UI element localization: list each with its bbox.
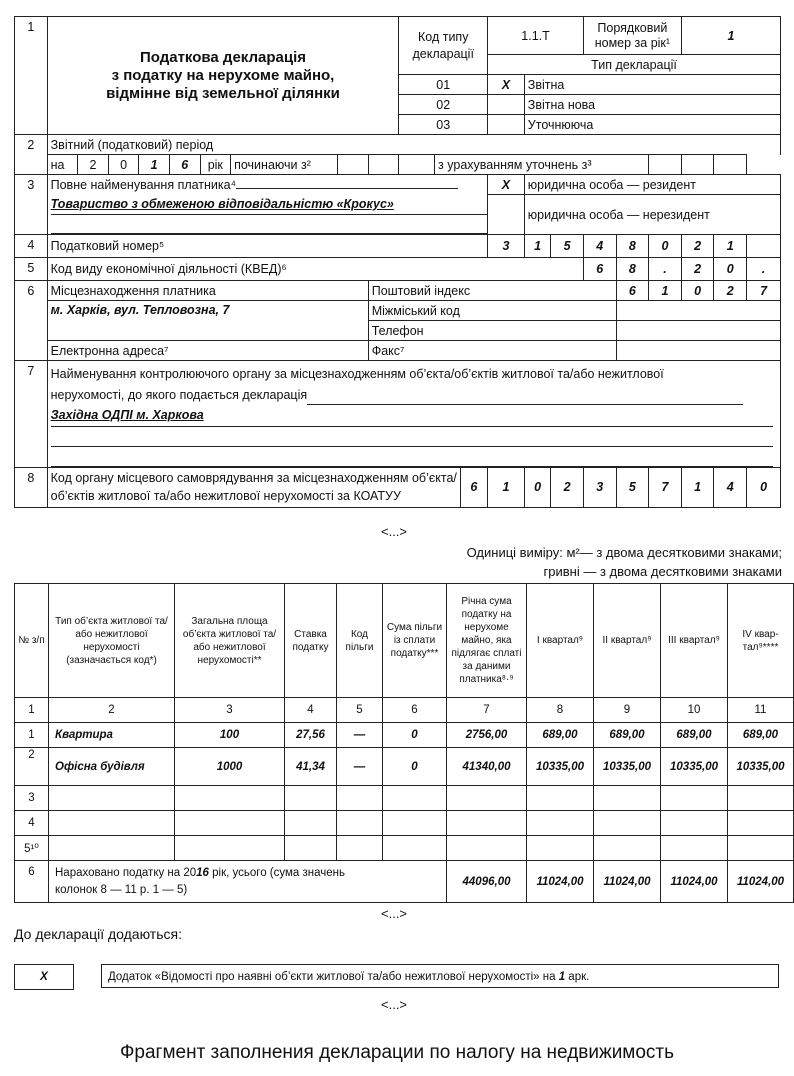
benefit-code[interactable]: — [337,723,383,748]
year-digit[interactable]: 0 [108,155,139,175]
tax-digit[interactable]: 3 [488,235,525,258]
postal-label: Поштовий індекс [368,281,616,301]
type-mark-03[interactable] [488,115,525,135]
intercity-label: Міжміський код [368,301,616,321]
col-number: 1 [15,698,49,723]
nonresident-label: юридична особа — нерезидент [524,195,780,235]
location-label: Місцезнаходження платника [47,281,368,301]
declaration-header-table [14,16,781,508]
period-on: на [47,155,78,175]
object-type[interactable]: Квартира [49,723,175,748]
title-line2: з податку на нерухоме майно, [111,66,335,84]
col-number: 10 [661,698,728,723]
benefit-sum[interactable]: 0 [383,748,447,786]
q1[interactable]: 689,00 [527,723,594,748]
type-code-01: 01 [399,75,488,95]
year-digit[interactable]: 1 [139,155,170,175]
row-no: 5¹⁰ [15,836,49,861]
q2[interactable]: 10335,00 [594,748,661,786]
row-no: 1 [15,723,49,748]
year-digit[interactable]: 6 [169,155,200,175]
total-annual[interactable]: 44096,00 [447,861,527,903]
resident-label: юридична особа — резидент [524,175,780,195]
authority-value[interactable]: Західна ОДПІ м. Харкова [51,405,773,427]
declaration-title [47,17,399,135]
fax-label: Факс⁷ [368,341,616,361]
col-header: Загальна площа об’єкта житлової та/або нежитлової нерухомості** [175,584,285,698]
email-label: Електронна адреса⁷ [47,341,368,361]
tax-digit[interactable]: 5 [551,235,584,258]
total-q1[interactable]: 11024,00 [527,861,594,903]
total-q2[interactable]: 11024,00 [594,861,661,903]
ellipsis-1: <...> [381,524,408,539]
col-header: ІІІ квартал⁹ [661,584,728,698]
ellipsis-2: <...> [381,906,408,921]
type-label-03: Уточнююча [524,115,780,135]
annual-sum[interactable]: 41340,00 [447,748,527,786]
col-number: 11 [728,698,794,723]
tax-digit[interactable]: 0 [649,235,682,258]
attachments-title: До декларації додаються: [14,926,182,942]
area[interactable]: 100 [175,723,285,748]
start-box[interactable] [338,155,369,175]
table-row [15,723,794,748]
payer-name-label: Повне найменування платника⁴ [50,178,236,192]
tax-digit[interactable] [747,235,781,258]
col-number: 4 [285,698,337,723]
koatuu-digit[interactable]: 1 [681,467,714,507]
type-label-02: Звітна нова [524,95,780,115]
postal-digit[interactable]: 2 [714,281,747,301]
location-address[interactable]: м. Харків, вул. Тепловозна, 7 [47,301,368,341]
col-header: IV квар- тал⁹**** [728,584,794,698]
attachment-text: Додаток «Відомості про наявні об’єкти житлової та/або нежитлової нерухомості» на 1 арк. [101,964,779,988]
total-label: Нараховано податку на 2016 рік, усього (сума значень колонок 8 — 11 р. 1 — 5) [49,861,447,903]
benefit-sum[interactable]: 0 [383,723,447,748]
type-code-02: 02 [399,95,488,115]
payer-name-value[interactable]: Товариство з обмеженою відповідальністю «Крокус» [51,195,487,215]
total-q4[interactable]: 11024,00 [728,861,794,903]
row-number: 6 [15,281,48,361]
table-row [15,811,794,836]
postal-digit[interactable]: 7 [747,281,781,301]
tax-digit[interactable]: 1 [714,235,747,258]
attachment-mark[interactable]: Х [14,964,74,990]
koatuu-digit[interactable]: 7 [649,467,682,507]
koatuu-digit[interactable]: 1 [488,467,525,507]
kved-digit[interactable]: 2 [681,258,714,281]
koatuu-digit[interactable]: 0 [747,467,781,507]
table-row [15,786,794,811]
seq-number-value[interactable]: 1 [681,17,780,55]
nonresident-mark[interactable] [488,195,525,235]
intercity-value[interactable] [616,301,780,321]
col-header: Ставка податку [285,584,337,698]
q2[interactable]: 689,00 [594,723,661,748]
table-row [15,748,794,786]
rate[interactable]: 41,34 [285,748,337,786]
object-type[interactable]: Офісна будівля [49,748,175,786]
type-mark-02[interactable] [488,95,525,115]
kved-digit[interactable]: 6 [583,258,616,281]
fax-value[interactable] [616,341,780,361]
title-line3: відмінне від земельної ділянки [106,84,340,102]
col-number: 3 [175,698,285,723]
kved-digit[interactable]: 8 [616,258,649,281]
q4[interactable]: 689,00 [728,723,794,748]
q3[interactable]: 10335,00 [661,748,728,786]
postal-digit[interactable]: 6 [616,281,649,301]
authority-label-line1: Найменування контролюючого органу за місцезнаходженням об’єкта/об’єктів житлової та/або нежитлової [50,367,664,381]
row-no: 4 [15,811,49,836]
seq-number-label: Порядковий номер за рік¹ [583,17,681,55]
koatuu-digit[interactable]: 2 [551,467,584,507]
type-code-03: 03 [399,115,488,135]
col-header: № з/п [15,584,49,698]
col-header: І квартал⁹ [527,584,594,698]
period-label: Звітний (податковий) період [47,135,780,155]
koatuu-digit[interactable]: 6 [460,467,488,507]
col-header: Код пільги [337,584,383,698]
col-header: Сума пільги із сплати податку*** [383,584,447,698]
area[interactable]: 1000 [175,748,285,786]
col-number: 8 [527,698,594,723]
col-header: Тип об’єкта житлової та/ або нежитлової нерухомості (зазначається код*) [49,584,175,698]
rate[interactable]: 27,56 [285,723,337,748]
units-line1: Одиниці виміру: м²— з двома десятковими знаками; [466,545,782,560]
clarif-box[interactable] [681,155,714,175]
attachment-count[interactable]: 1 [558,971,566,983]
tax-digit[interactable]: 2 [681,235,714,258]
annual-sum[interactable]: 2756,00 [447,723,527,748]
resident-mark[interactable]: Х [488,175,525,195]
row-no: 2 [15,748,49,786]
type-code-value[interactable]: 1.1.Т [488,17,584,55]
benefit-code[interactable]: — [337,748,383,786]
tax-number-label: Податковий номер⁵ [47,235,487,258]
phone-value[interactable] [616,321,780,341]
type-code-label: Код типу декларації [399,17,488,75]
postal-digit[interactable]: 0 [681,281,714,301]
table-row [15,836,794,861]
row-number: 4 [15,235,48,258]
payer-name-block [47,175,487,235]
postal-digit[interactable]: 1 [649,281,682,301]
col-header: Річна сума податку на нерухоме майно, яка підлягає сплаті за даними платника⁸·⁹ [447,584,527,698]
kved-digit[interactable]: 0 [714,258,747,281]
type-mark-01[interactable]: Х [488,75,525,95]
start-box[interactable] [368,155,399,175]
tax-digit[interactable]: 8 [616,235,649,258]
phone-label: Телефон [368,321,616,341]
year-digit[interactable]: 2 [78,155,109,175]
koatuu-digit[interactable]: 5 [616,467,649,507]
period-year-word: рік [200,155,231,175]
col-header: ІІ квартал⁹ [594,584,661,698]
authority-block [47,361,780,468]
row-no: 6 [15,861,49,903]
tax-digit[interactable]: 4 [583,235,616,258]
start-box[interactable] [399,155,435,175]
total-q3[interactable]: 11024,00 [661,861,728,903]
authority-label-line2: нерухомості, до якого подається декларація [50,387,308,402]
koatuu-label: Код органу місцевого самоврядування за місцезнаходженням об’єкта/ об’єктів житлової та/або нежитлової нерухомості за КОАТУУ [47,467,460,507]
declaration-type-label: Тип декларації [488,55,781,75]
ellipsis-3: <...> [381,997,408,1012]
tax-digit[interactable]: 1 [524,235,551,258]
col-number: 7 [447,698,527,723]
q1[interactable]: 10335,00 [527,748,594,786]
col-number: 9 [594,698,661,723]
title-line1: Податкова декларація [139,48,307,66]
q4[interactable]: 10335,00 [728,748,794,786]
kved-digit[interactable]: . [649,258,682,281]
clarif-box[interactable] [649,155,682,175]
type-label-01: Звітна [524,75,780,95]
tax-calc-table [14,583,794,903]
kved-digit[interactable]: . [747,258,781,281]
row-number: 8 [15,467,48,507]
row-number: 1 [15,17,48,135]
col-number: 5 [337,698,383,723]
col-number: 6 [383,698,447,723]
col-number: 2 [49,698,175,723]
row-number: 2 [15,135,48,175]
period-starting-label: починаючи з² [231,155,338,175]
units-line2: гривні — з двома десятковими знаками [543,564,782,579]
total-row [15,861,794,903]
figure-caption: Фрагмент заполнения декларации по налогу на недвижимость [119,1042,675,1063]
koatuu-digit[interactable]: 0 [524,467,551,507]
row-number: 5 [15,258,48,281]
row-number: 3 [15,175,48,235]
period-clarif-label: з урахуванням уточнень з³ [435,155,649,175]
row-no: 3 [15,786,49,811]
row-number: 7 [15,361,48,468]
koatuu-digit[interactable]: 3 [583,467,616,507]
empty-cell [714,155,747,175]
koatuu-digit[interactable]: 4 [714,467,747,507]
kved-label: Код виду економічної діяльності (КВЕД)⁶ [47,258,583,281]
q3[interactable]: 689,00 [661,723,728,748]
